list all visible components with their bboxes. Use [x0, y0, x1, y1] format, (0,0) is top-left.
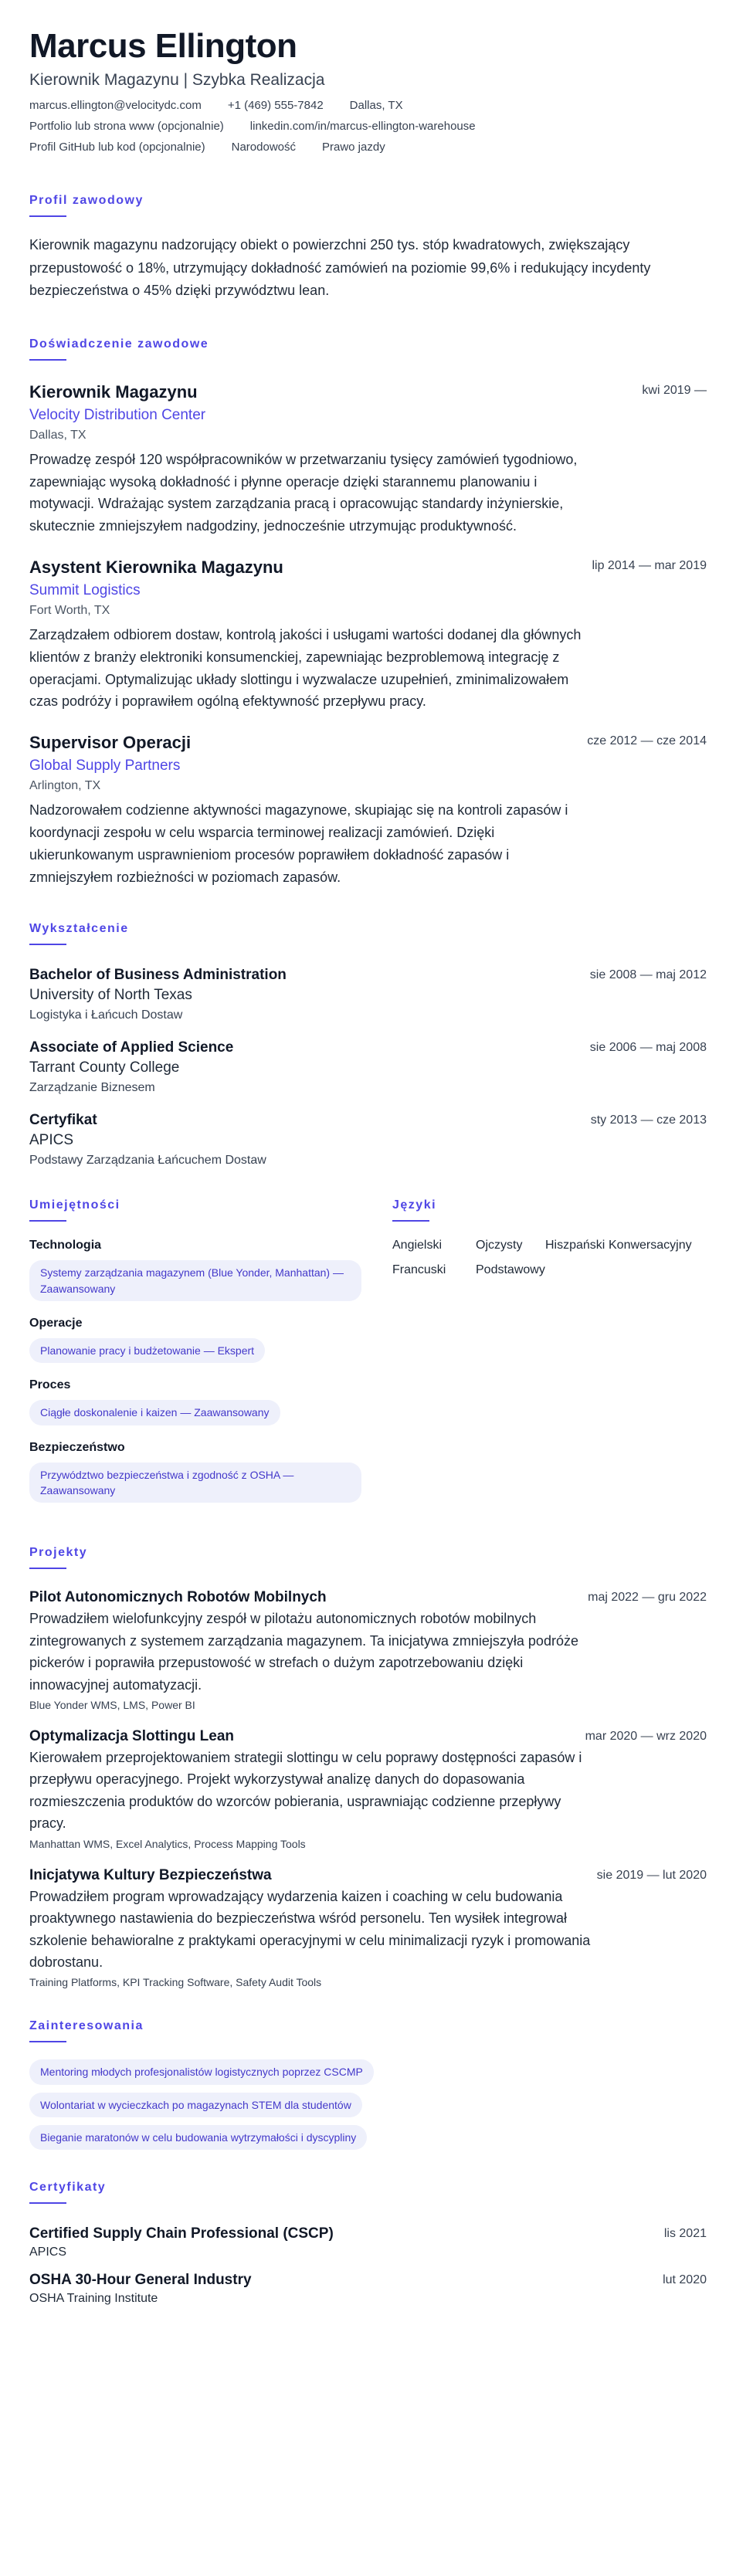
section-divider — [29, 944, 66, 945]
certificate-date: lut 2020 — [663, 2273, 707, 2287]
date-range: maj 2022 — gru 2022 — [588, 1591, 707, 1605]
education-item — [29, 1039, 707, 1095]
skill-category: Bezpieczeństwo — [29, 1440, 125, 1454]
skills-column — [29, 1198, 361, 1518]
language-row — [392, 1239, 707, 1252]
date-range: sie 2006 — maj 2008 — [589, 1041, 707, 1055]
project-title: Inicjatywa Kultury Bezpieczeństwa — [29, 1866, 272, 1883]
field-of-study: Podstawy Zarządzania Łańcuchem Dostaw — [29, 1154, 266, 1168]
skill-group — [29, 1378, 361, 1425]
job-location: Dallas, TX — [29, 428, 86, 442]
date-range: cze 2012 — cze 2014 — [587, 734, 707, 748]
summary-text: Kierownik magazynu nadzorujący obiekt o powierzchni 250 tys. stóp kwadratowych, zwiększający przepustowość o 18%, utrzymujący dokładność zamówień na poziomie 99,6% i redukujący incydenty bezpieczeństwa o 45% dzięki przywództwu lean. — [29, 237, 651, 298]
section-title: Certyfikaty — [29, 2181, 107, 2195]
experience-item — [29, 733, 707, 888]
driving-license: Prawo jazdy — [322, 141, 385, 154]
job-location: Arlington, TX — [29, 779, 101, 793]
date-range: sie 2019 — lut 2020 — [596, 1868, 707, 1882]
section-title: Języki — [392, 1198, 437, 1212]
field-of-study: Zarządzanie Biznesem — [29, 1081, 155, 1095]
email-link[interactable]: marcus.ellington@velocitydc.com — [29, 99, 202, 113]
section-title: Projekty — [29, 1546, 88, 1560]
headline: Kierownik Magazynu | Szybka Realizacja — [29, 71, 325, 90]
resume-header — [29, 28, 707, 154]
project-description: Prowadziłem program wprowadzający wydarzenia kaizen i coaching w celu budowania proaktywnego nastawienia do bezpieczeństwa wśród personelu. Ten wysiłek integrował szkolenie behawioralne z praktykami operacyjnymi w celu minimalizacji ryzyk i promowania dobrostanu. — [29, 1888, 591, 1971]
project-technologies: Manhattan WMS, Excel Analytics, Process Mapping Tools — [29, 1837, 306, 1850]
company-name: Global Supply Partners — [29, 758, 181, 774]
education-section — [29, 922, 707, 1168]
project-technologies: Training Platforms, KPI Tracking Software, Safety Audit Tools — [29, 1976, 322, 1989]
language-level: Ojczysty — [476, 1239, 523, 1252]
company-name: Velocity Distribution Center — [29, 406, 206, 423]
project-title: Pilot Autonomicznych Robotów Mobilnych — [29, 1589, 327, 1606]
project-item — [29, 1589, 707, 1711]
phone-number[interactable]: +1 (469) 555-7842 — [227, 99, 324, 113]
field-of-study: Logistyka i Łańcuch Dostaw — [29, 1008, 183, 1022]
school: APICS — [29, 1132, 74, 1149]
experience-section — [29, 337, 707, 889]
job-title: Supervisor Operacji — [29, 733, 192, 753]
date-range: sie 2008 — maj 2012 — [589, 968, 707, 982]
job-title: Kierownik Magazynu — [29, 381, 198, 402]
section-divider — [29, 359, 66, 361]
certificate-issuer: APICS — [29, 2246, 67, 2259]
project-description: Prowadziłem wielofunkcyjny zespół w pilotażu autonomicznych robotów mobilnych zintegrowanych z systemem zarządzania magazynem. Ta inicjatywa zmniejszyła podróże pickerów i poprawiła przepustowość w strefach o dużym zapotrzebowaniu dzięki innowacyjnej automatyzacji. — [29, 1611, 578, 1693]
language-level: Podstawowy — [476, 1263, 545, 1277]
project-item — [29, 1867, 707, 1989]
section-title: Doświadczenie zawodowe — [29, 337, 209, 351]
section-title: Profil zawodowy — [29, 194, 144, 208]
project-title: Optymalizacja Slottingu Lean — [29, 1727, 234, 1744]
degree: Associate of Applied Science — [29, 1039, 234, 1056]
date-range: sty 2013 — cze 2013 — [590, 1113, 707, 1127]
certificate-issuer: OSHA Training Institute — [29, 2292, 158, 2306]
skill-chip: Przywództwo bezpieczeństwa i zgodność z OSHA — Zaawansowany — [29, 1463, 361, 1503]
section-divider — [29, 1568, 66, 1569]
job-title: Asystent Kierownika Magazynu — [29, 558, 283, 578]
section-divider — [392, 1220, 429, 1222]
section-divider — [29, 215, 66, 217]
interest-chip: Bieganie maratonów w celu budowania wytrzymałości i dyscypliny — [29, 2125, 367, 2150]
skill-group — [29, 1239, 361, 1301]
linkedin-link[interactable]: linkedin.com/in/marcus-ellington-warehouse — [249, 120, 476, 134]
certificate-item — [29, 2225, 707, 2259]
interests-section — [29, 2019, 707, 2150]
school: University of North Texas — [29, 987, 192, 1004]
certificate-name: OSHA 30-Hour General Industry — [29, 2272, 252, 2289]
interest-chip: Mentoring młodych profesjonalistów logistycznych poprzez CSCMP — [29, 2059, 374, 2084]
contact-row-3 — [29, 141, 707, 154]
certificate-item — [29, 2272, 707, 2306]
language-name: Angielski — [392, 1239, 443, 1252]
language-name: Francuski — [392, 1263, 446, 1277]
language-row — [392, 1263, 707, 1277]
section-divider — [29, 2202, 66, 2204]
skill-group — [29, 1441, 361, 1503]
job-description: Zarządzałem odbiorem dostaw, kontrolą jakości i usługami wartości dodanej dla głównych klientów z branży elektroniki konsumenckiej, zapewniając bezproblemową integrację z operacjami. Optymalizując układy slottingu i wyzwalacze uzupełnień, zminimalizowałem czas podróży i poprawiłem ogólną efektywność przepływu pracy. — [29, 627, 582, 710]
section-divider — [29, 2041, 66, 2042]
education-item — [29, 967, 707, 1022]
degree: Certyfikat — [29, 1112, 97, 1129]
portfolio-link[interactable]: Portfolio lub strona www (opcjonalnie) — [29, 120, 224, 134]
language-level: Konwersacyjny — [609, 1239, 692, 1252]
contact-row-2 — [29, 120, 707, 133]
skill-chip: Ciągłe doskonalenie i kaizen — Zaawansowany — [29, 1400, 280, 1425]
job-description: Nadzorowałem codzienne aktywności magazynowe, skupiając się na kontroli zapasów i koordynacji zespołu w celu wsparcia terminowej realizacji zamówień. Dzięki ukierunkowanym usprawnieniom procesów poprawiłem dokładność zapasów i zmniejszyłem rozbieżności w poziomach zapasów. — [29, 802, 568, 885]
interest-chip: Wolontariat w wycieczkach po magazynach STEM dla studentów — [29, 2093, 362, 2117]
project-technologies: Blue Yonder WMS, LMS, Power BI — [29, 1698, 195, 1711]
date-range: kwi 2019 — — [642, 383, 707, 397]
skills-languages-section — [29, 1198, 707, 1518]
candidate-name: Marcus Ellington — [29, 27, 297, 65]
experience-item — [29, 382, 707, 537]
languages-column — [392, 1198, 707, 1518]
language-name: Hiszpański — [545, 1239, 605, 1252]
education-item — [29, 1112, 707, 1168]
github-link[interactable]: Profil GitHub lub kod (opcjonalnie) — [29, 141, 205, 154]
contact-row-1 — [29, 99, 707, 112]
date-range: lip 2014 — mar 2019 — [592, 559, 707, 573]
skill-group — [29, 1317, 361, 1363]
school: Tarrant County College — [29, 1059, 180, 1076]
summary-section — [29, 194, 707, 301]
section-divider — [29, 1220, 66, 1222]
section-title: Wykształcenie — [29, 922, 129, 936]
location: Dallas, TX — [349, 99, 403, 113]
skill-chip: Planowanie pracy i budżetowanie — Ekspert — [29, 1338, 265, 1363]
date-range: mar 2020 — wrz 2020 — [585, 1729, 707, 1743]
certificate-date: lis 2021 — [663, 2227, 707, 2241]
projects-section — [29, 1546, 707, 1988]
project-description: Kierowałem przeprojektowaniem strategii slottingu w celu poprawy dostępności zapasów i przepływu operacyjnego. Projekt wykorzystywał analizę danych do dopasowania rozmieszczenia produktów do wzorców pobierania, usprawniając codzienne przepływy pracy. — [29, 1749, 582, 1832]
certificate-name: Certified Supply Chain Professional (CSCP) — [29, 2225, 334, 2242]
certificates-section — [29, 2181, 707, 2306]
skill-category: Technologia — [29, 1239, 102, 1252]
experience-item — [29, 558, 707, 713]
job-location: Fort Worth, TX — [29, 604, 110, 618]
nationality: Narodowość — [231, 141, 296, 154]
degree: Bachelor of Business Administration — [29, 967, 287, 984]
skill-chip: Systemy zarządzania magazynem (Blue Yonder, Manhattan) — Zaawansowany — [29, 1260, 361, 1301]
skill-category: Operacje — [29, 1317, 83, 1330]
skill-category: Proces — [29, 1378, 71, 1392]
section-title: Umiejętności — [29, 1198, 120, 1212]
company-name: Summit Logistics — [29, 582, 141, 599]
section-title: Zainteresowania — [29, 2019, 144, 2033]
project-item — [29, 1728, 707, 1850]
job-description: Prowadzę zespół 120 współpracowników w przetwarzaniu tysięcy zamówień tygodniowo, zapewniając wysoką dokładność i płynne operacje dzięki starannemu planowaniu i motywacji. Wdrażając system zarządzania pracą i opracowując standardy inżynierskie, skutecznie zmniejszyłem nadgodziny, jednocześnie utrzymując produktywność. — [29, 451, 578, 534]
